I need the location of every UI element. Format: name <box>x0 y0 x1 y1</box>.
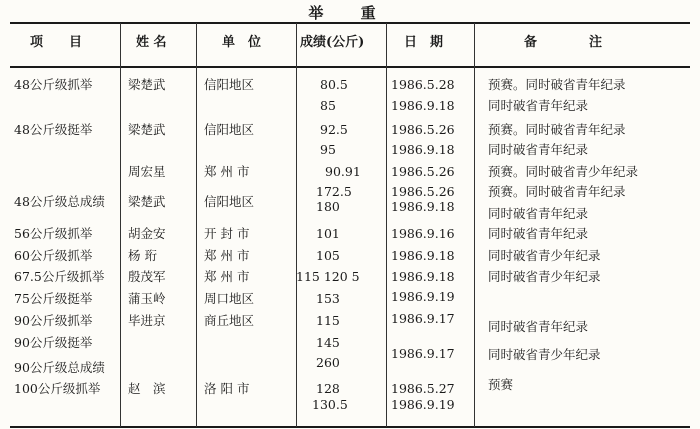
table-cell-note: 同时破省青年纪录 <box>488 142 589 157</box>
table-cell-item: 90公斤级抓举 <box>14 313 93 328</box>
table-cell-unit: 商丘地区 <box>204 313 255 328</box>
header-name: 姓 名 <box>136 35 167 50</box>
table-cell-score: 101 <box>316 226 340 241</box>
table-cell-item: 75公斤级挺举 <box>14 291 93 306</box>
table-cell-item: 60公斤级抓举 <box>14 248 93 263</box>
table-cell-score: 105 <box>316 248 340 263</box>
table-cell-score: 90.91 <box>325 164 361 179</box>
table-cell-date: 1986.5.27 <box>391 381 455 396</box>
table-cell-date: 1986.9.16 <box>391 226 455 241</box>
table-cell-date: 1986.5.28 <box>391 77 455 92</box>
table-cell-note: 同时破省青少年纪录 <box>488 248 601 263</box>
table-cell-note: 预赛。同时破省青年纪录 <box>488 122 626 137</box>
header-item: 项 目 <box>30 35 83 50</box>
table-cell-note: 预赛。同时破省青少年纪录 <box>488 164 639 179</box>
table-cell-date: 1986.5.26 <box>391 184 455 199</box>
header-rule <box>10 66 690 68</box>
table-cell-name: 赵 滨 <box>128 381 166 396</box>
table-cell-note: 预赛。同时破省青年纪录 <box>488 184 626 199</box>
table-cell-unit: 周口地区 <box>204 291 255 306</box>
table-cell-unit: 信阳地区 <box>204 194 255 209</box>
table-cell-unit: 开 封 市 <box>204 226 250 241</box>
table-cell-item: 48公斤级总成绩 <box>14 194 105 209</box>
table-cell-date: 1986.9.18 <box>391 98 455 113</box>
header-score: 成绩(公斤) <box>300 35 365 50</box>
table-cell-unit: 郑 州 市 <box>204 164 250 179</box>
table-cell-note: 预赛。同时破省青年纪录 <box>488 77 626 92</box>
table-cell-date: 1986.9.18 <box>391 142 455 157</box>
table-cell-date: 1986.9.19 <box>391 289 455 304</box>
table-cell-unit: 洛 阳 市 <box>204 381 250 396</box>
table-cell-name: 殷茂军 <box>128 269 166 284</box>
table-cell-item: 48公斤级挺举 <box>14 122 93 137</box>
header-date: 日 期 <box>404 35 444 50</box>
table-cell-date: 1986.5.26 <box>391 122 455 137</box>
table-cell-unit: 郑 州 市 <box>204 269 250 284</box>
table-cell-name: 毕进京 <box>128 313 166 328</box>
table-cell-name: 梁楚武 <box>128 77 166 92</box>
table-cell-item: 56公斤级抓举 <box>14 226 93 241</box>
table-cell-note: 同时破省青年纪录 <box>488 206 589 221</box>
table-cell-unit: 信阳地区 <box>204 122 255 137</box>
table-cell-date: 1986.9.18 <box>391 248 455 263</box>
table-cell-date: 1986.9.17 <box>391 311 455 326</box>
table-cell-item: 48公斤级抓举 <box>14 77 93 92</box>
table-cell-note: 同时破省青年纪录 <box>488 98 589 113</box>
table-cell-score: 153 <box>316 291 340 306</box>
table-cell-note: 同时破省青年纪录 <box>488 319 589 334</box>
table-cell-score: 92.5 <box>320 122 348 137</box>
column-divider <box>474 23 475 427</box>
table-cell-name: 梁楚武 <box>128 122 166 137</box>
table-cell-unit: 郑 州 市 <box>204 248 250 263</box>
table-title: 举 重 <box>308 4 392 22</box>
table-cell-score: 80.5 <box>320 77 348 92</box>
table-cell-score: 85 <box>320 98 336 113</box>
table-cell-score: 145 <box>316 335 340 350</box>
column-divider <box>196 23 197 427</box>
table-cell-name: 梁楚武 <box>128 194 166 209</box>
column-divider <box>296 23 297 427</box>
table-cell-item: 90公斤级挺举 <box>14 335 93 350</box>
table-cell-score: 115 120 5 <box>296 269 360 284</box>
table-cell-note: 同时破省青少年纪录 <box>488 347 601 362</box>
bottom-rule <box>10 426 690 428</box>
header-unit: 单 位 <box>222 35 262 50</box>
table-cell-date: 1986.5.26 <box>391 164 455 179</box>
table-cell-score: 180 <box>316 199 340 214</box>
table-cell-score: 130.5 <box>312 397 348 412</box>
table-cell-name: 胡金安 <box>128 226 166 241</box>
table-cell-item: 67.5公斤级抓举 <box>14 269 105 284</box>
table-cell-date: 1986.9.17 <box>391 346 455 361</box>
table-cell-note: 同时破省青少年纪录 <box>488 269 601 284</box>
table-cell-name: 杨 珩 <box>128 248 157 263</box>
table-cell-date: 1986.9.19 <box>391 397 455 412</box>
table-cell-unit: 信阳地区 <box>204 77 255 92</box>
table-cell-score: 172.5 <box>316 184 352 199</box>
table-cell-score: 128 <box>316 381 340 396</box>
table-cell-name: 蒲玉岭 <box>128 291 166 306</box>
table-cell-date: 1986.9.18 <box>391 199 455 214</box>
header-note: 备 注 <box>524 35 603 50</box>
top-rule <box>10 22 690 24</box>
table-cell-name: 周宏星 <box>128 164 166 179</box>
table-cell-score: 115 <box>316 313 340 328</box>
table-cell-score: 95 <box>320 142 336 157</box>
table-cell-date: 1986.9.18 <box>391 269 455 284</box>
table-cell-score: 260 <box>316 355 340 370</box>
table-cell-note: 预赛 <box>488 377 514 392</box>
table-cell-note: 同时破省青年纪录 <box>488 226 589 241</box>
table-cell-item: 100公斤级抓举 <box>14 381 101 396</box>
column-divider <box>120 23 121 427</box>
table-cell-item: 90公斤级总成绩 <box>14 360 105 375</box>
